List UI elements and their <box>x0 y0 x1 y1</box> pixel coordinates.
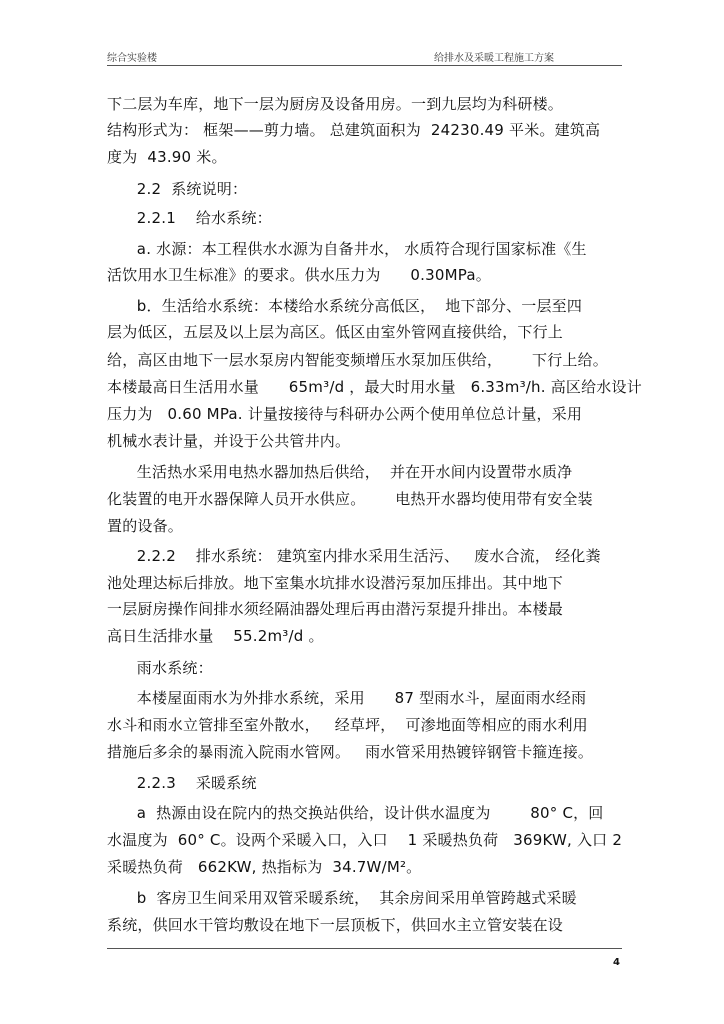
page-number: 4 <box>613 957 620 968</box>
text-line: 水温度为 60° C。设两个采暖入口，入口 1 采暖热负荷 369KW, 入口 2 <box>107 831 623 849</box>
text-line: 下二层为车库，地下一层为厨房及设备用房。一到九层均为科研楼。 <box>107 95 564 113</box>
text-line: 机械水表计量，并设于公共管井内。 <box>107 432 351 450</box>
footer-divider <box>107 948 622 949</box>
header-divider <box>107 65 622 66</box>
header-left-title: 综合实验楼 <box>107 53 157 64</box>
text-line: 一层厨房操作间排水须经隔油器处理后再由潜污泵提升排出。本楼最 <box>107 600 564 618</box>
text-line: 雨水系统： <box>107 659 213 677</box>
text-line: 采暖热负荷 662KW, 热指标为 34.7W/M²。 <box>107 858 422 876</box>
text-line: 层为低区，五层及以上层为高区。低区由室外管网直接供给，下行上 <box>107 323 564 341</box>
text-line: 2.2 系统说明： <box>107 180 248 198</box>
text-line: 置的设备。 <box>107 517 184 535</box>
text-line: 池处理达标后排放。地下室集水坑排水设潜污泵加压排出。其中地下 <box>107 574 564 592</box>
text-line: 2.2.1 给水系统： <box>107 209 272 227</box>
text-line: 活饮用水卫生标准》的要求。供水压力为 0.30MPa。 <box>107 266 491 284</box>
text-line: 措施后多余的暴雨流入院雨水管网。 雨水管采用热镀锌钢管卡箍连接。 <box>107 743 594 761</box>
text-line: a. 水源：本工程供水水源为自备井水， 水质符合现行国家标准《生 <box>107 240 587 258</box>
text-line: 结构形式为： 框架——剪力墙。 总建筑面积为 24230.49 平米。建筑高 <box>107 121 601 139</box>
text-line: 本楼最高日生活用水量 65m³/d ，最大时用水量 6.33m³/h. 高区给水设计 <box>107 378 642 396</box>
text-line: 度为 43.90 米。 <box>107 148 227 166</box>
text-line: 高日生活排水量 55.2m³/d 。 <box>107 627 324 645</box>
text-line: 给，高区由地下一层水泵房内智能变频增压水泵加压供给， 下行上给。 <box>107 351 609 369</box>
text-line: a 热源由设在院内的热交换站供给，设计供水温度为 80° C，回 <box>107 804 604 822</box>
text-line: 本楼屋面雨水为外排水系统，采用 87 型雨水斗，屋面雨水经雨 <box>107 689 587 707</box>
text-line: 系统，供回水干管均敷设在地下一层顶板下，供回水主立管安装在设 <box>107 916 564 934</box>
header-right-title: 给排水及采暖工程施工方案 <box>434 53 554 64</box>
text-line: 生活热水采用电热水器加热后供给， 并在开水间内设置带水质净 <box>107 463 573 481</box>
text-line: 水斗和雨水立管排至室外散水， 经草坪， 可渗地面等相应的雨水利用 <box>107 716 588 734</box>
text-line: 压力为 0.60 MPa. 计量按接待与科研办公两个使用单位总计量，采用 <box>107 405 583 423</box>
text-line: 2.2.3 采暖系统 <box>107 774 257 792</box>
text-line: b．生活给水系统：本楼给水系统分高低区， 地下部分、一层至四 <box>107 297 583 315</box>
text-line: b 客房卫生间采用双管采暖系统， 其余房间采用单管跨越式采暖 <box>107 889 577 907</box>
text-line: 2.2.2 排水系统： 建筑室内排水采用生活污、 废水合流， 经化粪 <box>107 547 601 565</box>
text-line: 化装置的电开水器保障人员开水供应。 电热开水器均使用带有安全装 <box>107 490 593 508</box>
